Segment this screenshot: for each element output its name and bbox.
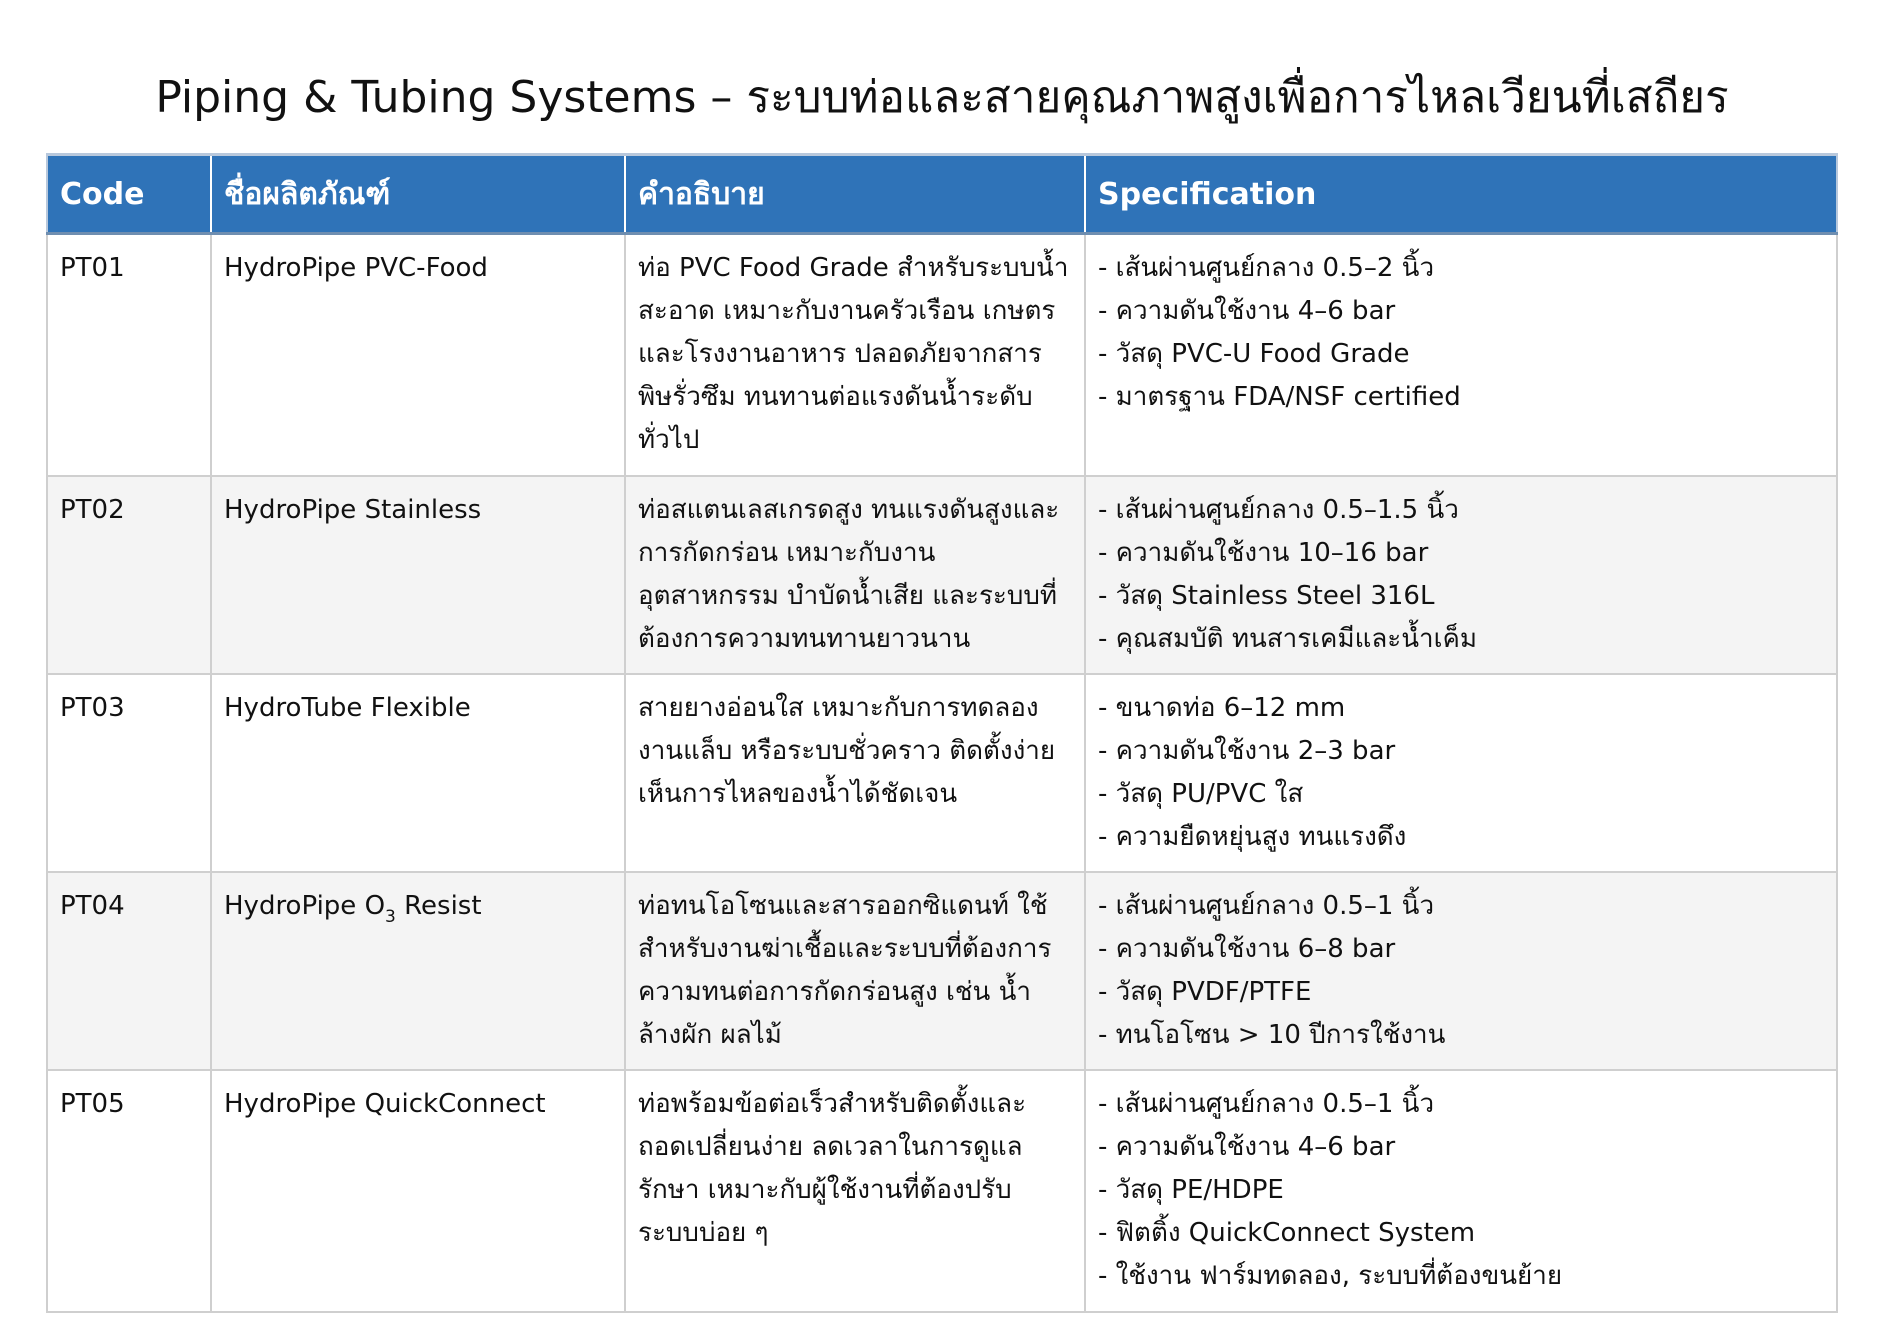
product-name-cell bbox=[211, 872, 625, 1070]
product-name-subscript: 3 bbox=[385, 906, 396, 927]
spec-line: - วัสดุ PE/HDPE bbox=[1098, 1174, 1284, 1205]
spec-line: - วัสดุ PVC-U Food Grade bbox=[1098, 339, 1410, 369]
spec-line: - เส้นผ่านศูนย์กลาง 0.5–2 นิ้ว bbox=[1098, 253, 1435, 283]
spec-line: - ความยืดหยุ่นสูง ทนแรงดึง bbox=[1098, 821, 1407, 852]
spec-line: - วัสดุ Stainless Steel 316L bbox=[1098, 580, 1435, 611]
spec-line: - ความดันใช้งาน 4–6 bar bbox=[1098, 1131, 1396, 1162]
product-name-cell: HydroPipe Stainless bbox=[211, 476, 625, 674]
product-description-cell: ท่อสแตนเลสเกรดสูง ทนแรงดันสูงและการกัดกร่อน เหมาะกับงานอุตสาหกรรม บำบัดน้ำเสีย และระบบที่ต้องการความทนทานยาวนาน bbox=[625, 476, 1085, 674]
spec-line: - มาตรฐาน FDA/NSF certified bbox=[1098, 382, 1461, 412]
table-row bbox=[47, 872, 1837, 1070]
column-header-code: Code bbox=[47, 155, 211, 234]
product-code-cell: PT02 bbox=[47, 476, 211, 674]
product-description-cell: สายยางอ่อนใส เหมาะกับการทดลองงานแล็บ หรือระบบชั่วคราว ติดตั้งง่าย เห็นการไหลของน้ำได้ชัดเจน bbox=[625, 674, 1085, 872]
table-row bbox=[47, 476, 1837, 674]
spec-line: - ฟิตติ้ง QuickConnect System bbox=[1098, 1217, 1476, 1248]
product-code-cell: PT04 bbox=[47, 872, 211, 1070]
spec-line: - ขนาดท่อ 6–12 mm bbox=[1098, 692, 1346, 723]
table-row bbox=[47, 1070, 1837, 1312]
column-header-name: ชื่อผลิตภัณฑ์ bbox=[211, 155, 625, 234]
table-header-row bbox=[47, 155, 1837, 234]
spec-line: - เส้นผ่านศูนย์กลาง 0.5–1.5 นิ้ว bbox=[1098, 494, 1459, 525]
spec-line: - ความดันใช้งาน 4–6 bar bbox=[1098, 296, 1396, 326]
product-name-prefix: HydroPipe O bbox=[224, 890, 386, 921]
product-name-cell: HydroTube Flexible bbox=[211, 674, 625, 872]
spec-line: - ความดันใช้งาน 2–3 bar bbox=[1098, 735, 1396, 766]
product-code-cell: PT01 bbox=[47, 234, 211, 476]
spec-line: - ใช้งาน ฟาร์มทดลอง, ระบบที่ต้องขนย้าย bbox=[1098, 1260, 1563, 1291]
product-code-cell: PT03 bbox=[47, 674, 211, 872]
spec-line: - วัสดุ PU/PVC ใส bbox=[1098, 778, 1304, 809]
product-spec-cell bbox=[1085, 234, 1837, 476]
product-description-cell: ท่อพร้อมข้อต่อเร็วสำหรับติดตั้งและถอดเปลี่ยนง่าย ลดเวลาในการดูแลรักษา เหมาะกับผู้ใช้งานที่ต้องปรับระบบบ่อย ๆ bbox=[625, 1070, 1085, 1312]
column-header-description: คำอธิบาย bbox=[625, 155, 1085, 234]
product-spec-cell bbox=[1085, 476, 1837, 674]
spec-line: - ความดันใช้งาน 10–16 bar bbox=[1098, 537, 1429, 568]
product-name-cell: HydroPipe PVC-Food bbox=[211, 234, 625, 476]
product-spec-table bbox=[46, 153, 1838, 1313]
page-title: Piping & Tubing Systems – ระบบท่อและสายคุณภาพสูงเพื่อการไหลเวียนที่เสถียร bbox=[155, 72, 1729, 123]
spec-line: - คุณสมบัติ ทนสารเคมีและน้ำเค็ม bbox=[1098, 623, 1478, 654]
spec-line: - เส้นผ่านศูนย์กลาง 0.5–1 นิ้ว bbox=[1098, 1088, 1435, 1119]
product-spec-cell bbox=[1085, 872, 1837, 1070]
spec-line: - ความดันใช้งาน 6–8 bar bbox=[1098, 933, 1396, 964]
table-row bbox=[47, 674, 1837, 872]
spec-line: - ทนโอโซน > 10 ปีการใช้งาน bbox=[1098, 1019, 1446, 1050]
spec-line: - วัสดุ PVDF/PTFE bbox=[1098, 976, 1312, 1007]
table-row bbox=[47, 234, 1837, 476]
product-spec-cell bbox=[1085, 674, 1837, 872]
product-description-cell: ท่อ PVC Food Grade สำหรับระบบน้ำสะอาด เหมาะกับงานครัวเรือน เกษตร และโรงงานอาหาร ปลอดภัยจากสารพิษรั่วซึม ทนทานต่อแรงดันน้ำระดับทั่วไป bbox=[625, 234, 1085, 476]
product-code-cell: PT05 bbox=[47, 1070, 211, 1312]
product-name-cell: HydroPipe QuickConnect bbox=[211, 1070, 625, 1312]
product-description-cell: ท่อทนโอโซนและสารออกซิแดนท์ ใช้สำหรับงานฆ่าเชื้อและระบบที่ต้องการความทนต่อการกัดกร่อนสูง เช่น น้ำล้างผัก ผลไม้ bbox=[625, 872, 1085, 1070]
product-name-suffix: Resist bbox=[395, 890, 482, 921]
spec-line: - เส้นผ่านศูนย์กลาง 0.5–1 นิ้ว bbox=[1098, 890, 1435, 921]
column-header-specification: Specification bbox=[1085, 155, 1837, 234]
product-spec-cell bbox=[1085, 1070, 1837, 1312]
